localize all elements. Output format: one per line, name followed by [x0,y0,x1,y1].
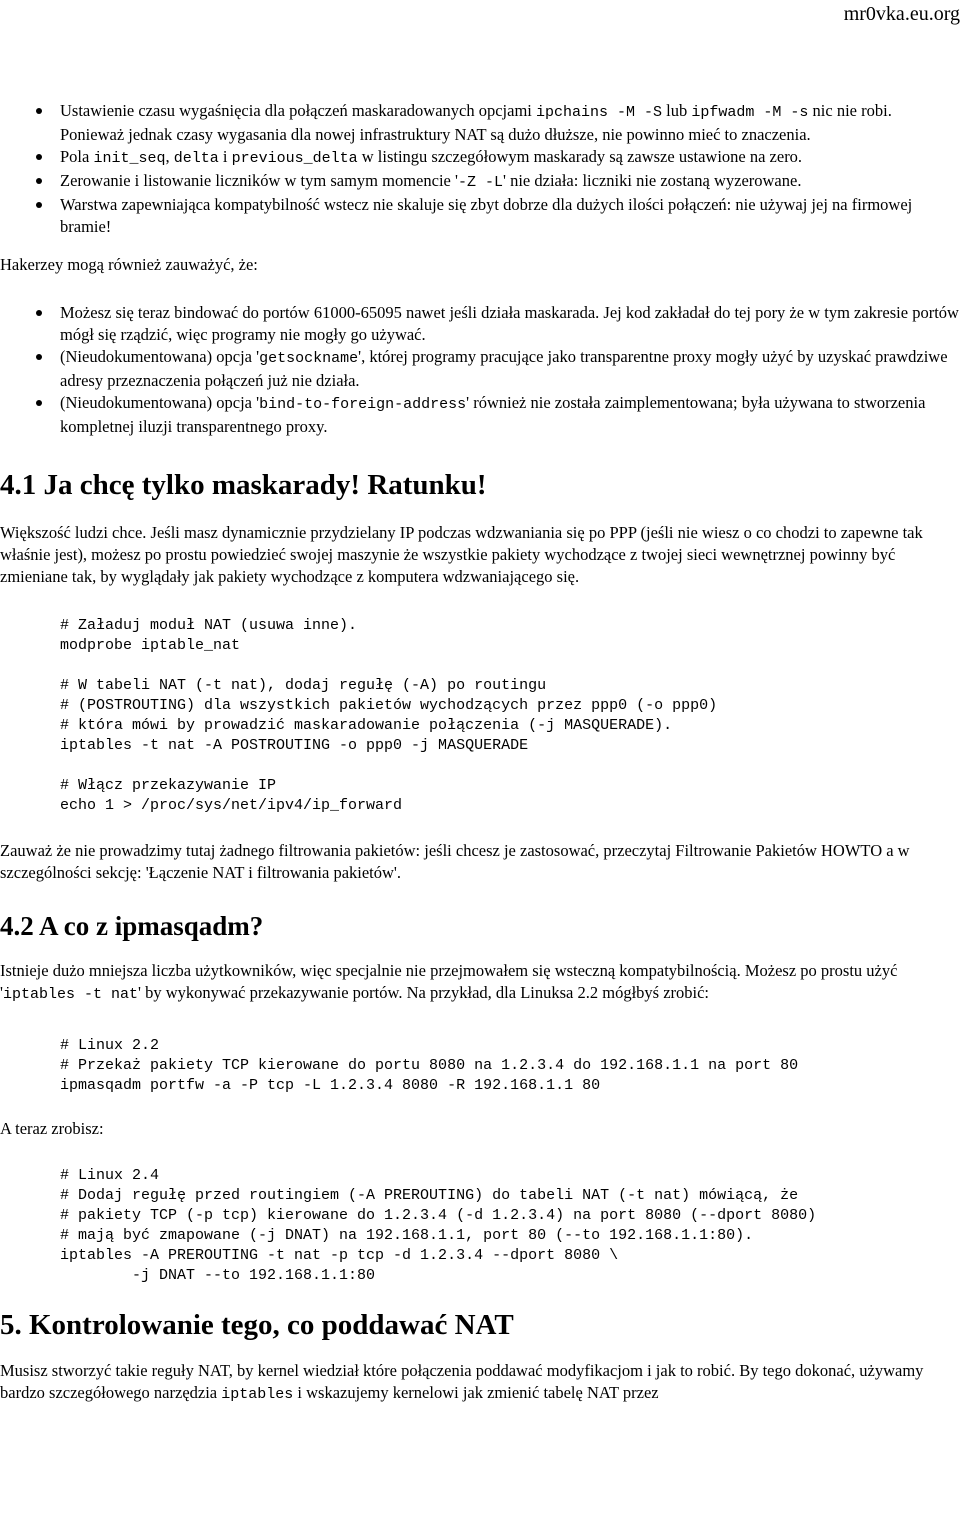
site-header: mr0vka.eu.org [843,3,960,25]
section-4-1-code: # Załaduj moduł NAT (usuwa inne). modprobe iptable_nat # W tabeli NAT (-t nat), dodaj regułę (-A) po routingu # (POSTROUTING) dla wszystkich pakietów wychodzących przez ppp0 (-o ppp0) # która mówi by prowadzić maskaradowanie połączenia (-j MASQUERADE). iptables -t nat -A POSTROUTING -o ppp0 -j MASQUERADE # Włącz przekazywanie IP echo 1 > /proc/sys/net/ipv4/ip_forward [60,617,718,814]
inline-code: delta [173,150,219,167]
section-4-2-title: 4.2 A co z ipmasqadm? [0,911,264,941]
inline-code: iptables -t nat [2,986,139,1003]
section-4-2-para2: A teraz zrobisz: [0,1119,104,1138]
list-item: Ustawienie czasu wygaśnięcia dla połączeń maskaradowanych opcjami ipchains -M -S lub ipfwadm -M -s nic nie robi. Ponieważ jednak czasy wygasania dla nowej infrastruktury NAT są dużo dłuższe, nie powinno mieć to znaczenia. [0,100,960,146]
inline-code: previous_delta [231,150,358,167]
list-item: (Nieudokumentowana) opcja 'bind-to-foreign-address' również nie została zaimplementowana; była używana to stworzenia kompletnej iluzji transparentnego proxy. [0,392,960,438]
section-5-para1: Musisz stworzyć takie reguły NAT, by kernel wiedział które połączenia poddawać modyfikacjom i jak to robić. By tego dokonać, używamy bardzo szczegółowego narzędzia iptables i wskazujemy kernelowi jak zmienić tabelę NAT przez [0,1361,924,1403]
section-4-1-title: 4.1 Ja chcę tylko maskarady! Ratunku! [0,469,487,501]
section-5-title: 5. Kontrolowanie tego, co poddawać NAT [0,1309,514,1341]
section-4-2-code2: # Linux 2.4 # Dodaj regułę przed routingiem (-A PREROUTING) do tabeli NAT (-t nat) mówiącą, że # pakiety TCP (-p tcp) kierowane do 1.2.3.4 (-d 1.2.3.4) na port 8080 (--dport 8080) # mają być zmapowane (-j DNAT) na 192.168.1.1, port 80 (--to 192.168.1.1:80). iptables -A PREROUTING -t nat -p tcp -d 1.2.3.4 --dport 8080 \ -j DNAT --to 192.168.1.1:80 [60,1167,817,1284]
hackers-notes-list [0,302,960,438]
document-content [0,100,960,1406]
hackers-intro: Hakerzey mogą również zauważyć, że: [0,255,258,274]
inline-code: init_seq [93,150,166,167]
compat-notes-list [0,100,960,238]
inline-code: getsockname [259,350,359,367]
list-item: Warstwa zapewniająca kompatybilność wstecz nie skaluje się zbyt dobrze dla dużych ilości połączeń: nie używaj jej na firmowej bramie! [0,194,960,238]
section-4-1-para2: Zauważ że nie prowadzimy tutaj żadnego filtrowania pakietów: jeśli chcesz je zastosować, przeczytaj Filtrowanie Pakietów HOWTO a w szczególności sekcję: 'Łączenie NAT i filtrowania pakietów'. [0,841,910,882]
list-item: Możesz się teraz bindować do portów 61000-65095 nawet jeśli działa maskarada. Jej kod zakładał do tej pory że w tym zakresie portów mógł się rządzić, więc programy nie mogły go używać. [0,302,960,346]
list-item: Zerowanie i listowanie liczników w tym samym momencie '-Z -L' nie działa: liczniki nie zostaną wyzerowane. [0,170,960,194]
inline-code: bind-to-foreign-address [259,396,467,413]
list-item: Pola init_seq, delta i previous_delta w listingu szczegółowym maskarady są zawsze ustawione na zero. [0,146,960,170]
list-item: (Nieudokumentowana) opcja 'getsockname', której programy pracujące jako transparentne proxy mogły użyć by uzyskać prawdziwe adresy przeznaczenia połączeń już nie działa. [0,346,960,392]
section-4-2-code1: # Linux 2.2 # Przekaż pakiety TCP kierowane do portu 8080 na 1.2.3.4 do 192.168.1.1 na port 80 ipmasqadm portfw -a -P tcp -L 1.2.3.4 8080 -R 192.168.1.1 80 [60,1037,799,1094]
inline-code: iptables [221,1386,294,1403]
section-4-2-para1: Istnieje dużo mniejsza liczba użytkowników, więc specjalnie nie przejmowałem się wsteczną kompatybilnością. Możesz po prostu użyć 'iptables -t nat' by wykonywać przekazywanie portów. Na przykład, dla Linuksa 2.2 mógłbyś zrobić: [0,961,898,1003]
inline-code: ipfwadm -M -s [691,104,809,121]
section-4-1-para1: Większość ludzi chce. Jeśli masz dynamicznie przydzielany IP podczas wdzwaniania się po PPP (jeśli nie wiesz o co chodzi to zapewne tak właśnie jest), możesz po prostu powiedzieć swojej maszynie że wszystkie pakiety wychodzące z twojej sieci wewnętrznej powinny być zmieniane tak, by wyglądały jak pakiety wychodzące z komputera wdzwaniającego się. [0,523,923,586]
inline-code: ipchains -M -S [536,104,663,121]
inline-code: -Z -L [457,174,503,191]
